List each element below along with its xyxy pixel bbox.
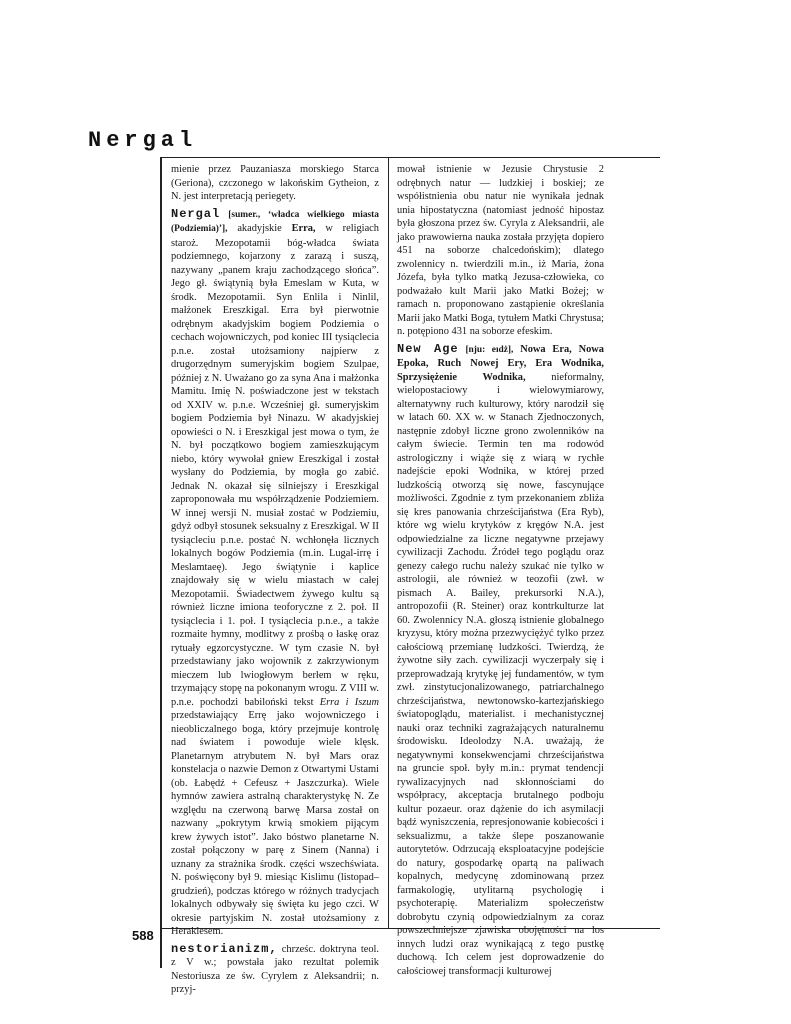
entry-new-age: [397, 343, 604, 979]
etymology: [nju: eıdż],: [465, 344, 514, 355]
continuation-text: mienie przez Pauzaniasza morskiego Starca (Geriona), czczonego w lakońskim Gytheion, z N. jest interpretacją periegety.: [171, 164, 379, 202]
etymology: [sumer., ‘władca wielkiego miasta (Podziemia)’],: [171, 209, 379, 234]
entry-text: w religiach staroż. Mezopotamii bóg-władca świata podziemnego, kojarzony z zarazą i suszą, nazywany „panem kraju zachodzącego słońca”. Jego gł. świątynią była Emeslam w Kuta, w środk. Mezopotamii. Syn Enlila i Ninlil, małżonek Ereszkigal. Erra był pierwotnie odrębnym akadyjskim bogiem Podziemia o cechach wojowniczych, pod koniec III tysiąclecia p.n.e. został utożsamiony najpierw z drugorzędnym sumeryjskim bogiem Szulpae, później z N. Uważano go za syna Ana i małżonka Mamitu. Imię N. poświadczone jest w tekstach od XXIV w. p.n.e. Wcześniej gł. sumeryjskim bogiem Podziemia był Ninazu. W akadyjskiej opowieści o N. i Ereszkigal jest mowa o tym, że N. był początkowo bogiem zamieszkującym niebo, który wywołał gniew Ereszkigal i został wysłany do Podziemia, by mogła go zabić. Jednak N. okazał się silniejszy i Ereszkigal zaproponowała mu współrządzenie Podziemiem. W innej wersji N. musiał zostać w Podziemiu, gdyż odbył stosunek seksualny z Ereszkigal. W II tysiącleciu p.n.e. postać N. wchłonęła licznych lokalnych bogów Podziemia (m.in. Lugal-irrę i Meslamtaeę). Jego świątynie i kaplice znajdowały się w wielu miastach w całej Mezopotamii. Świadectwem żywego kultu są również liczne imiona teoforyczne z 2. poł. II tysiąclecia i 1. poł. I tysiąclecia p.n.e., a także rozmaite hymny, modlitwy z prośbą o łaskę oraz rytuały egzorcystyczne. W tym czasie N. był przedstawiany jako wojownik z zakrzywionym mieczem lub lwiogłowym berłem w ręku, trzymający stopę na pokonanym wrogu. Z VIII w. p.n.e. pochodzi babiloński tekst: [171, 223, 379, 708]
running-head: Nergal: [88, 128, 198, 153]
work-title: Erra i Iszum: [319, 696, 379, 708]
column-divider: [388, 157, 389, 928]
left-column: [171, 163, 379, 997]
top-rule: [160, 157, 660, 158]
right-column: [397, 163, 604, 978]
headword: New Age: [397, 341, 459, 356]
entry-nergal: [171, 208, 379, 939]
headword: Nergal: [171, 206, 221, 221]
page-number: 588: [132, 928, 154, 943]
entry-text: nieformalny, wielopostaciowy i wielowymiarowy, alternatywny ruch kulturowy, który narodził się w latach 60. XX w. w Stanach Zjednoczonych, następnie zdobył liczne grono zwolenników na całym świecie. Termin ten ma rodowód astrologiczny i wiąże się z wiarą w rychłe nadejście epoki Wodnika, w której przed ludzkością otworzą się nowe, fascynujące możliwości. Zgodnie z tym przekonaniem zbliża się kres panowania chrześcijaństwa (Era Ryb), które wg wielu krytyków z kręgów N.A. jest odpowiedzialne za liczne negatywne przejawy cywilizacji Zachodu. Źródeł tego poglądu oraz genezy całego ruchu należy szukać nie tylko w astrologii, ale również w teozofii (zwł. w pismach A. Bailey, prekursorki N.A.), antropozofii (R. Steiner) oraz kontrkulturze lat 60. Zwolennicy N.A. głoszą istnienie globalnego kryzysu, który można przezwyciężyć tylko przez całościową przemianę ludzkości. Twierdzą, że żywotne siły zach. cywilizacji wyczerpały się i przeprowadzają krytykę jej fundamentów, w tym zwł. zinstytucjonalizowanego, patriarchalnego chrześcijaństwa, newtonowsko-kartezjańskiego światopoglądu, materialist. i mechanistycznej nauki oraz techniki zagrażających naturalnemu środowisku. Ideolodzy N.A. uważają, że negatywnymi konsekwencjami chrześcijaństwa na gruncie społ. były m.in.: prymat tendencji rywalizacyjnych nad skłonnościami do współpracy, akceptacja brutalnego podboju kultur pozaeur. oraz dążenie do ich asymilacji bądź wyniszczenia, represjonowanie kobiecości i seksualizmu, a także ślepe poszanowanie autorytetów. Odrzucają eksploatacyjne podejście do natury, gospodarkę opartą na paliwach kopalnych, medycynę zdominowaną przez farmakologię, utylitarną psychologię i psychoterapię. Materializm społeczeństw dobrobytu czynią odpowiedzialnym za coraz powszechniejsze zjawiska obojętności na los innych ludzi oraz wynikającą z tego pustkę duchową. Ich celem jest doprowadzenie do całościowej transformacji kulturowej: [397, 371, 604, 977]
entry-text: akadyjskie: [227, 223, 292, 234]
entry-text: przedstawiający Errę jako wojowniczego i nieobliczalnego boga, który przejmuje kontrolę nad światem i powoduje wiele klęsk. Planetarnym atrybutem N. był Mars oraz konstelacja o nazwie Demon z Otwartymi Ustami (ob. Łabędź + Cefeusz + Jaszczurka). Wiele hymnów zawiera astralną charakterystykę N. Ze względu na czerwoną barwę Marsa został on nazwany „pokrytym krwią smokiem pijącym krew żywych istot”. Jako bóstwo planetarne N. został połączony w parę z Sinem (Nanna) i uznany za strażnika środk. części wszechświata. N. poświęcony był 9. miesiąc Kislimu (listopad–grudzień), podczas którego w różnych tradycjach lokalnych odbywały się święta ku jego czci. W okresie partyjskim N. został utożsamiony z Heraklesem.: [171, 710, 379, 937]
entry-nestorianizm-continuation: mował istnienie w Jezusie Chrystusie 2 odrębnych natur — ludzkiej i boskiej; ze współistnienia obu natur nie wynikała jednak unia hipostatyczna (natomiast jedność hipostaz była głoszona przez św. Cyryla z Aleksandrii, ale jako prawowierna nauka została przyjęta dopiero 451 na soborze chalcedońskim); dlatego zwolennicy n. twierdzili m.in., iż Maria, żona Józefa, była tylko matką Jezusa-człowieka, co podważało kult Marii jako Matki Bożej; w ramach n. proponowano zastąpienie określania Marii jako Matki Boga, tytułem Matki Chrystusa; n. potępiono 431 na soborze efeskim.: [397, 164, 604, 337]
left-vertical-rule: [160, 157, 162, 968]
entry-text: chrześc. doktryna teol. z V w.; powstała jako rezultat polemik Nestoriusza ze św. Cyrylem z Aleksandrii; n. przyj-: [171, 943, 379, 995]
alternate-names: Nowa Era, Nowa Epoka, Ruch Nowej Ery, Era Wodnika, Sprzysiężenie Wodnika,: [397, 343, 604, 383]
headword: nestorianizm,: [171, 941, 278, 956]
alternate-name: Erra,: [291, 223, 316, 234]
entry-nestorianizm: [171, 943, 379, 997]
